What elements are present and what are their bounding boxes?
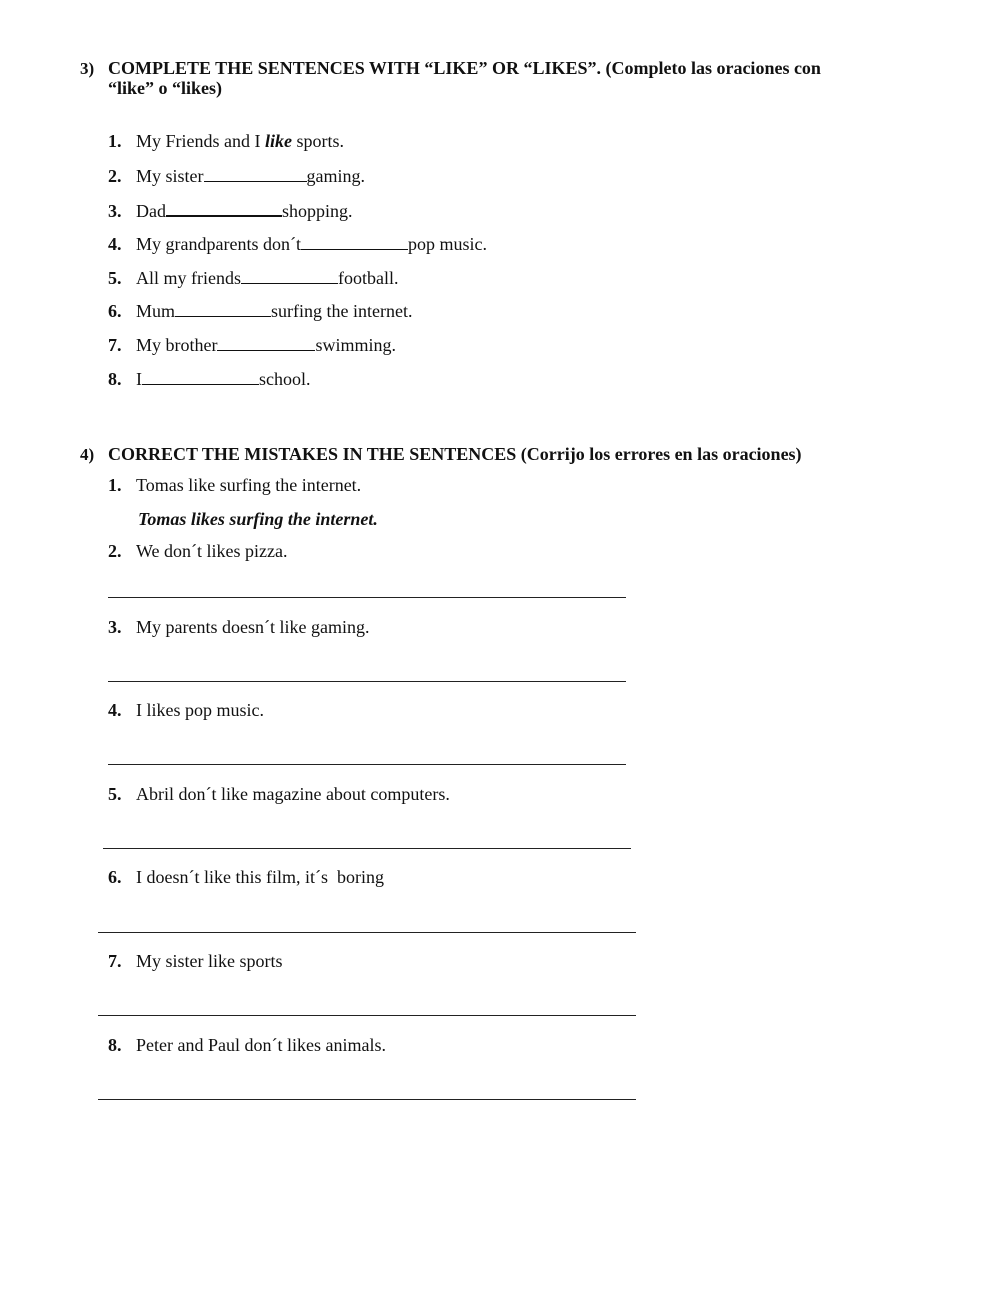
item-number: 1. [108, 475, 122, 495]
s3-item-1 [108, 131, 344, 152]
sentence-end: gaming. [306, 166, 365, 186]
sentence-start: I [136, 369, 142, 389]
incorrect-sentence: My parents doesn´t like gaming. [136, 617, 370, 637]
answer-line-5[interactable] [103, 848, 631, 849]
example-corrected-sentence: Tomas likes surfing the internet. [138, 509, 378, 529]
s3-item-3 [108, 199, 353, 222]
incorrect-sentence: Tomas like surfing the internet. [136, 475, 362, 495]
answer-line-3[interactable] [108, 681, 626, 682]
fill-in-blank[interactable] [241, 267, 338, 284]
item-number: 8. [108, 1035, 122, 1055]
sentence-end: shopping. [282, 201, 353, 221]
s4-item-7 [108, 951, 283, 972]
answer-line-6[interactable] [98, 932, 636, 933]
item-number: 6. [108, 301, 122, 321]
incorrect-sentence: I likes pop music. [136, 700, 264, 720]
fill-in-blank[interactable] [175, 300, 271, 317]
item-number: 7. [108, 951, 122, 971]
item-number: 2. [108, 166, 122, 186]
item-number: 5. [108, 268, 122, 288]
item-number: 4. [108, 234, 122, 254]
item-number: 7. [108, 335, 122, 355]
section-4-number: 4) [80, 445, 95, 464]
incorrect-sentence: My sister like sports [136, 951, 283, 971]
sentence-start: Mum [136, 301, 176, 321]
section-4-heading: CORRECT THE MISTAKES IN THE SENTENCES (Corrijo los errores en las oraciones) [108, 444, 802, 464]
s4-item-2 [108, 541, 288, 562]
sentence-end: pop music. [407, 234, 487, 254]
sentence-end: sports. [292, 131, 345, 151]
incorrect-sentence: I doesn´t like this film, it´s boring [136, 867, 384, 887]
item-number: 3. [108, 201, 122, 221]
sentence-start: My sister [136, 166, 204, 186]
fill-in-blank[interactable] [142, 368, 259, 385]
example-answer: like [265, 131, 292, 151]
fill-in-blank[interactable] [204, 165, 307, 182]
s3-item-5 [108, 267, 399, 289]
sentence-start: All my friends [136, 268, 241, 288]
fill-in-blank[interactable] [166, 199, 282, 217]
item-number: 5. [108, 784, 122, 804]
section-3-heading-line2: “like” o “likes) [108, 78, 223, 98]
sentence-start: Dad [136, 201, 166, 221]
answer-line-7[interactable] [98, 1015, 636, 1016]
item-number: 2. [108, 541, 122, 561]
sentence-end: swimming. [315, 335, 396, 355]
item-number: 3. [108, 617, 122, 637]
item-number: 1. [108, 131, 122, 151]
sentence-end: football. [338, 268, 399, 288]
s4-item-6 [108, 867, 384, 888]
answer-line-4[interactable] [108, 764, 626, 765]
fill-in-blank[interactable] [217, 334, 315, 351]
fill-in-blank[interactable] [301, 233, 408, 250]
s4-item-4 [108, 700, 264, 721]
s4-item-1 [108, 475, 361, 496]
answer-line-8[interactable] [98, 1099, 636, 1100]
s3-item-4 [108, 233, 487, 255]
item-number: 4. [108, 700, 122, 720]
incorrect-sentence: Abril don´t like magazine about computers. [136, 784, 450, 804]
s3-item-6 [108, 300, 412, 322]
sentence-start: My brother [136, 335, 218, 355]
s4-item-8 [108, 1035, 386, 1056]
s4-item-5 [108, 784, 450, 805]
answer-line-2[interactable] [108, 597, 626, 598]
sentence-start: My Friends and I [136, 131, 265, 151]
incorrect-sentence: Peter and Paul don´t likes animals. [136, 1035, 386, 1055]
item-number: 6. [108, 867, 122, 887]
sentence-end: surfing the internet. [271, 301, 413, 321]
sentence-start: My grandparents don´t [136, 234, 301, 254]
item-number: 8. [108, 369, 122, 389]
incorrect-sentence: We don´t likes pizza. [136, 541, 288, 561]
s3-item-8 [108, 368, 311, 390]
section-3-heading-line1: COMPLETE THE SENTENCES WITH “LIKE” OR “LIKES”. (Completo las oraciones con [108, 58, 821, 78]
s3-item-2 [108, 165, 365, 187]
s3-item-7 [108, 334, 396, 356]
sentence-end: school. [259, 369, 311, 389]
section-3-number: 3) [80, 59, 95, 78]
s4-item-3 [108, 617, 369, 638]
